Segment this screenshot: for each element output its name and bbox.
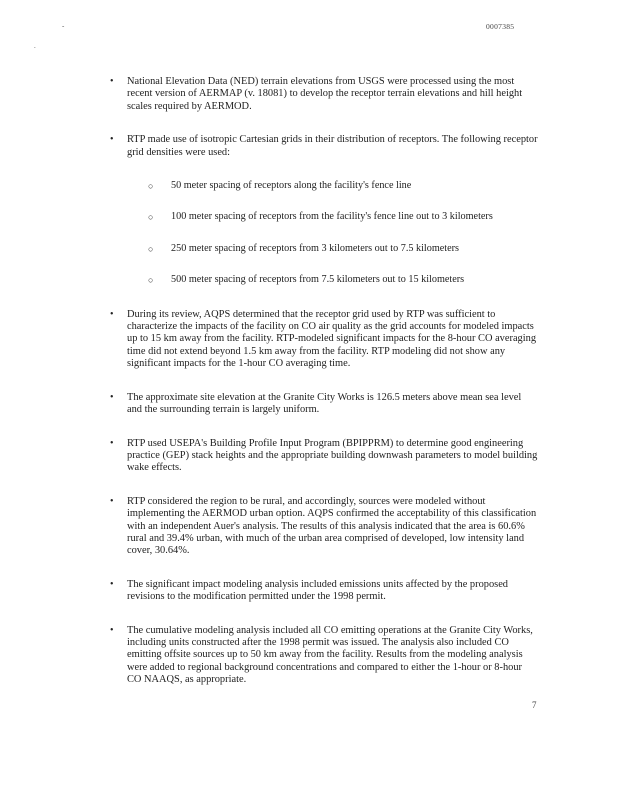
document-body xyxy=(110,76,538,708)
bullet-item-site-elevation xyxy=(110,392,538,417)
circle-bullet-icon: ○ xyxy=(148,181,154,192)
bullet-item-ned xyxy=(110,76,538,113)
bullet-text: RTP considered the region to be rural, and accordingly, sources were modeled without implementing the AERMOD urban option. AQPS confirmed the acceptability of this classification with an independent Auer's analysis. The results of this analysis indicated that the area is 60.6% rural and 39.4% urban, with much of the urban area comprised of developed, low intensity land cover, 30.64%. xyxy=(127,495,537,557)
bullet-icon: • xyxy=(110,437,114,449)
bullet-icon: • xyxy=(110,495,114,507)
bullet-item-rural-classification xyxy=(110,496,538,558)
sub-item-text: 100 meter spacing of receptors from the facility's fence line out to 3 kilometers xyxy=(171,211,493,223)
circle-bullet-icon: ○ xyxy=(148,275,154,286)
page-number: 7 xyxy=(532,700,537,710)
bullet-icon: • xyxy=(110,391,114,403)
bullet-item-receptor-grids xyxy=(110,134,538,159)
bullet-icon: • xyxy=(110,76,114,87)
sub-item-text: 250 meter spacing of receptors from 3 kilometers out to 7.5 kilometers xyxy=(171,242,460,254)
margin-mark: - xyxy=(62,22,65,30)
bullet-item-significant-impact xyxy=(110,579,538,604)
bates-number: 0007385 xyxy=(486,22,515,31)
bullet-icon: • xyxy=(110,624,114,636)
bullet-item-aqps-review xyxy=(110,309,538,371)
sub-item-3km xyxy=(148,211,538,223)
circle-bullet-icon: ○ xyxy=(148,212,154,223)
sub-item-text: 50 meter spacing of receptors along the facility's fence line xyxy=(171,180,412,192)
bullet-item-cumulative-modeling xyxy=(110,625,538,687)
bullet-text: National Elevation Data (NED) terrain elevations from USGS were processed using the most recent version of AERMAP (v. 18081) to develop the receptor terrain elevations and hill height scales required by AERMOD. xyxy=(127,76,523,112)
margin-mark: . xyxy=(34,42,36,50)
sub-item-text: 500 meter spacing of receptors from 7.5 kilometers out to 15 kilometers xyxy=(171,274,465,286)
sub-item-fence-line xyxy=(148,180,538,192)
bullet-text: During its review, AQPS determined that the receptor grid used by RTP was sufficient to characterize the impacts of the facility on CO air quality as the grid accounts for modeled impacts up to 15 km away from the facility. RTP-modeled significant impacts for the 8-hour CO averaging time did not extend beyond 1.5 km away from the facility. RTP modeling did not show any significant impacts for the 1-hour CO averaging time. xyxy=(127,308,537,370)
bullet-text: RTP used USEPA's Building Profile Input Program (BPIPPRM) to determine good engineering practice (GEP) stack heights and the appropriate building downwash parameters to model building wake effects. xyxy=(127,437,538,474)
bullet-text: The cumulative modeling analysis included all CO emitting operations at the Granite City Works, including units constructed after the 1998 permit was issued. The analysis also included CO emitting offsite sources up to 50 km away from the facility. Results from the modeling analysis were added to regional background concentrations and compared to either the 1-hour or 8-hour CO NAAQS, as appropriate. xyxy=(127,624,533,686)
sub-item-7-5km xyxy=(148,243,538,255)
bullet-text: The approximate site elevation at the Granite City Works is 126.5 meters above mean sea level and the surrounding terrain is largely uniform. xyxy=(127,391,522,416)
bullet-item-bpip xyxy=(110,438,538,475)
bullet-text: RTP made use of isotropic Cartesian grids in their distribution of receptors. The following receptor grid densities were used: xyxy=(127,134,538,158)
bullet-icon: • xyxy=(110,578,114,590)
bullet-icon: • xyxy=(110,308,114,320)
bullet-text: The significant impact modeling analysis included emissions units affected by the proposed revisions to the modification permitted under the 1998 permit. xyxy=(127,578,509,603)
sub-item-15km xyxy=(148,274,538,286)
circle-bullet-icon: ○ xyxy=(148,243,154,254)
bullet-icon: • xyxy=(110,134,114,146)
